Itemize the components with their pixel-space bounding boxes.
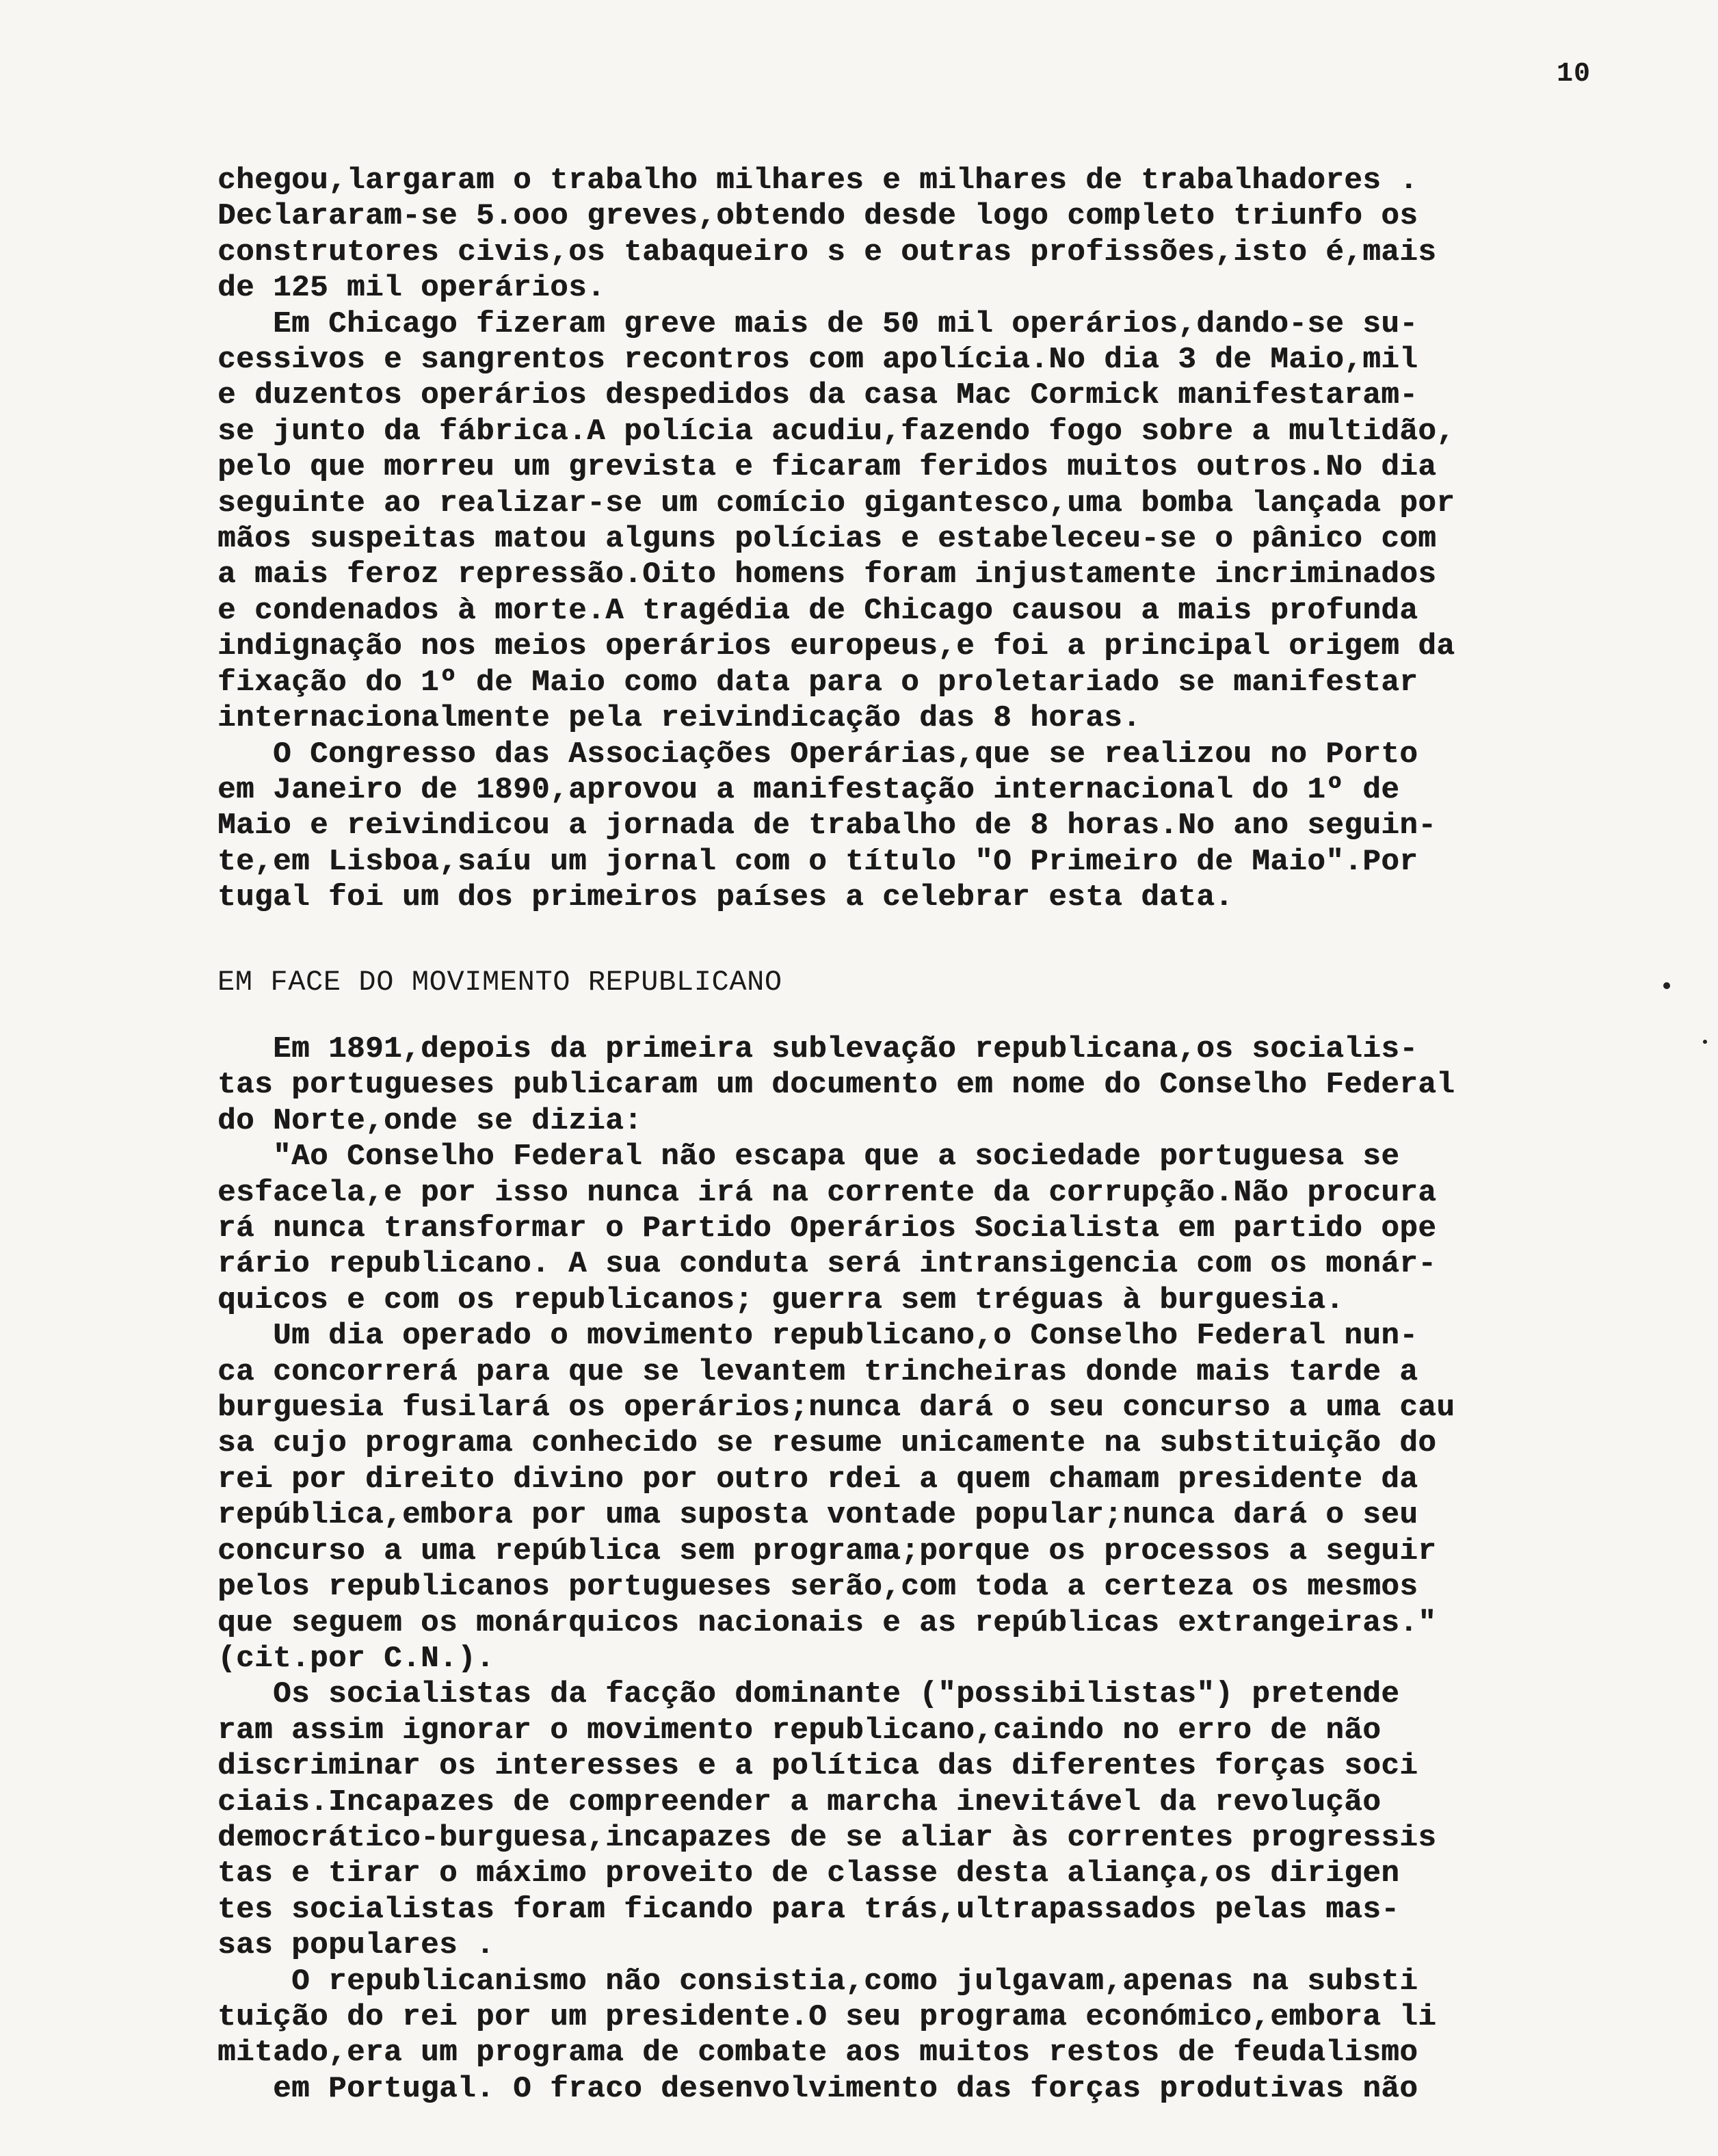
text-line: tas e tirar o máximo proveito de classe desta aliança,os dirigen: [217, 1856, 1400, 1891]
text-line: concurso a uma república sem programa;porque os processos a seguir: [217, 1534, 1437, 1568]
ink-speck: [1703, 1040, 1707, 1044]
text-line: "Ao Conselho Federal não escapa que a sociedade portuguesa se: [217, 1140, 1400, 1174]
text-line: rário republicano. A sua conduta será intransigencia com os monár-: [217, 1247, 1437, 1282]
text-line: Maio e reivindicou a jornada de trabalho de 8 horas.No ano seguin-: [217, 808, 1437, 843]
text-line: fixação do 1º de Maio como data para o proletariado se manifestar: [217, 665, 1418, 700]
text-line: quicos e com os republicanos; guerra sem tréguas à burguesia.: [217, 1283, 1345, 1317]
text-line: O Congresso das Associações Operárias,que se realizou no Porto: [217, 737, 1418, 772]
text-line: tuição do rei por um presidente.O seu programa económico,embora li: [217, 1999, 1437, 2034]
text-line: se junto da fábrica.A polícia acudiu,fazendo fogo sobre a multidão,: [217, 414, 1455, 449]
text-line: em Portugal. O fraco desenvolvimento das forças produtivas não: [217, 2071, 1418, 2106]
text-line: ca concorrerá para que se levantem trincheiras donde mais tarde a: [217, 1354, 1418, 1389]
text-line: tes socialistas foram ficando para trás,ultrapassados pelas mas-: [217, 1892, 1400, 1927]
text-line: (cit.por C.N.).: [217, 1641, 495, 1676]
text-line: esfacela,e por isso nunca irá na corrente da corrupção.Não procura: [217, 1175, 1437, 1210]
text-line: rei por direito divino por outro rdei a quem chamam presidente da: [217, 1462, 1418, 1497]
text-line: burguesia fusilará os operários;nunca dará o seu concurso a uma cau: [217, 1391, 1455, 1425]
text-line: seguinte ao realizar-se um comício gigantesco,uma bomba lançada por: [217, 486, 1455, 521]
text-line: democrático-burguesa,incapazes de se aliar às correntes progressis: [217, 1820, 1437, 1855]
text-line: pelo que morreu um grevista e ficaram feridos muitos outros.No dia: [217, 450, 1437, 485]
text-line: república,embora por uma suposta vontade popular;nunca dará o seu: [217, 1498, 1418, 1533]
paragraph-block-republicano: [217, 1031, 1599, 2107]
paragraph-block-chicago: [217, 163, 1599, 916]
text-line: Um dia operado o movimento republicano,o Conselho Federal nun-: [217, 1319, 1418, 1354]
text-line: tugal foi um dos primeiros países a celebrar esta data.: [217, 880, 1234, 915]
text-line: que seguem os monárquicos nacionais e as repúblicas extrangeiras.": [217, 1605, 1437, 1640]
text-line: te,em Lisboa,saíu um jornal com o título "O Primeiro de Maio".Por: [217, 844, 1418, 879]
text-line: a mais feroz repressão.Oito homens foram injustamente incriminados: [217, 557, 1437, 592]
text-line: rá nunca transformar o Partido Operários Socialista em partido ope: [217, 1211, 1437, 1246]
text-line: discriminar os interesses e a política das diferentes forças soci: [217, 1749, 1418, 1784]
page-number: 10: [1557, 59, 1591, 90]
text-line: cessivos e sangrentos recontros com apolícia.No dia 3 de Maio,mil: [217, 343, 1418, 378]
text-line: e condenados à morte.A tragédia de Chicago causou a mais profunda: [217, 593, 1418, 628]
text-line: ciais.Incapazes de compreender a marcha inevitável da revolução: [217, 1785, 1382, 1819]
text-line: O republicanismo não consistia,como julgavam,apenas na substi: [217, 1964, 1418, 1999]
text-line: mãos suspeitas matou alguns polícias e estabeleceu-se o pânico com: [217, 522, 1437, 557]
text-line: chegou,largaram o trabalho milhares e milhares de trabalhadores .: [217, 163, 1418, 198]
text-line: do Norte,onde se dizia:: [217, 1103, 643, 1138]
text-line: de 125 mil operários.: [217, 271, 606, 306]
text-line: ram assim ignorar o movimento republicano,caindo no erro de não: [217, 1713, 1382, 1748]
text-line: sas populares .: [217, 1928, 495, 1963]
text-line: em Janeiro de 1890,aprovou a manifestação internacional do 1º de: [217, 772, 1400, 807]
text-line: e duzentos operários despedidos da casa Mac Cormick manifestaram-: [217, 378, 1418, 413]
text-line: Os socialistas da facção dominante ("possibilistas") pretende: [217, 1677, 1400, 1712]
text-line: tas portugueses publicaram um documento em nome do Conselho Federal: [217, 1068, 1455, 1103]
text-line: sa cujo programa conhecido se resume unicamente na substituição do: [217, 1426, 1437, 1461]
text-line: Em 1891,depois da primeira sublevação republicana,os socialis-: [217, 1032, 1418, 1066]
text-line: pelos republicanos portugueses serão,com toda a certeza os mesmos: [217, 1570, 1418, 1605]
text-line: construtores civis,os tabaqueiro s e outras profissões,isto é,mais: [217, 235, 1437, 270]
text-line: mitado,era um programa de combate aos muitos restos de feudalismo: [217, 2036, 1418, 2070]
text-line: indignação nos meios operários europeus,e foi a principal origem da: [217, 629, 1455, 664]
text-line: Em Chicago fizeram greve mais de 50 mil operários,dando-se su-: [217, 306, 1418, 341]
section-heading: EM FACE DO MOVIMENTO REPUBLICANO: [217, 966, 782, 999]
text-line: Declararam-se 5.ooo greves,obtendo desde logo completo triunfo os: [217, 199, 1418, 234]
text-line: internacionalmente pela reivindicação das 8 horas.: [217, 701, 1141, 736]
ink-speck: [1663, 982, 1670, 989]
